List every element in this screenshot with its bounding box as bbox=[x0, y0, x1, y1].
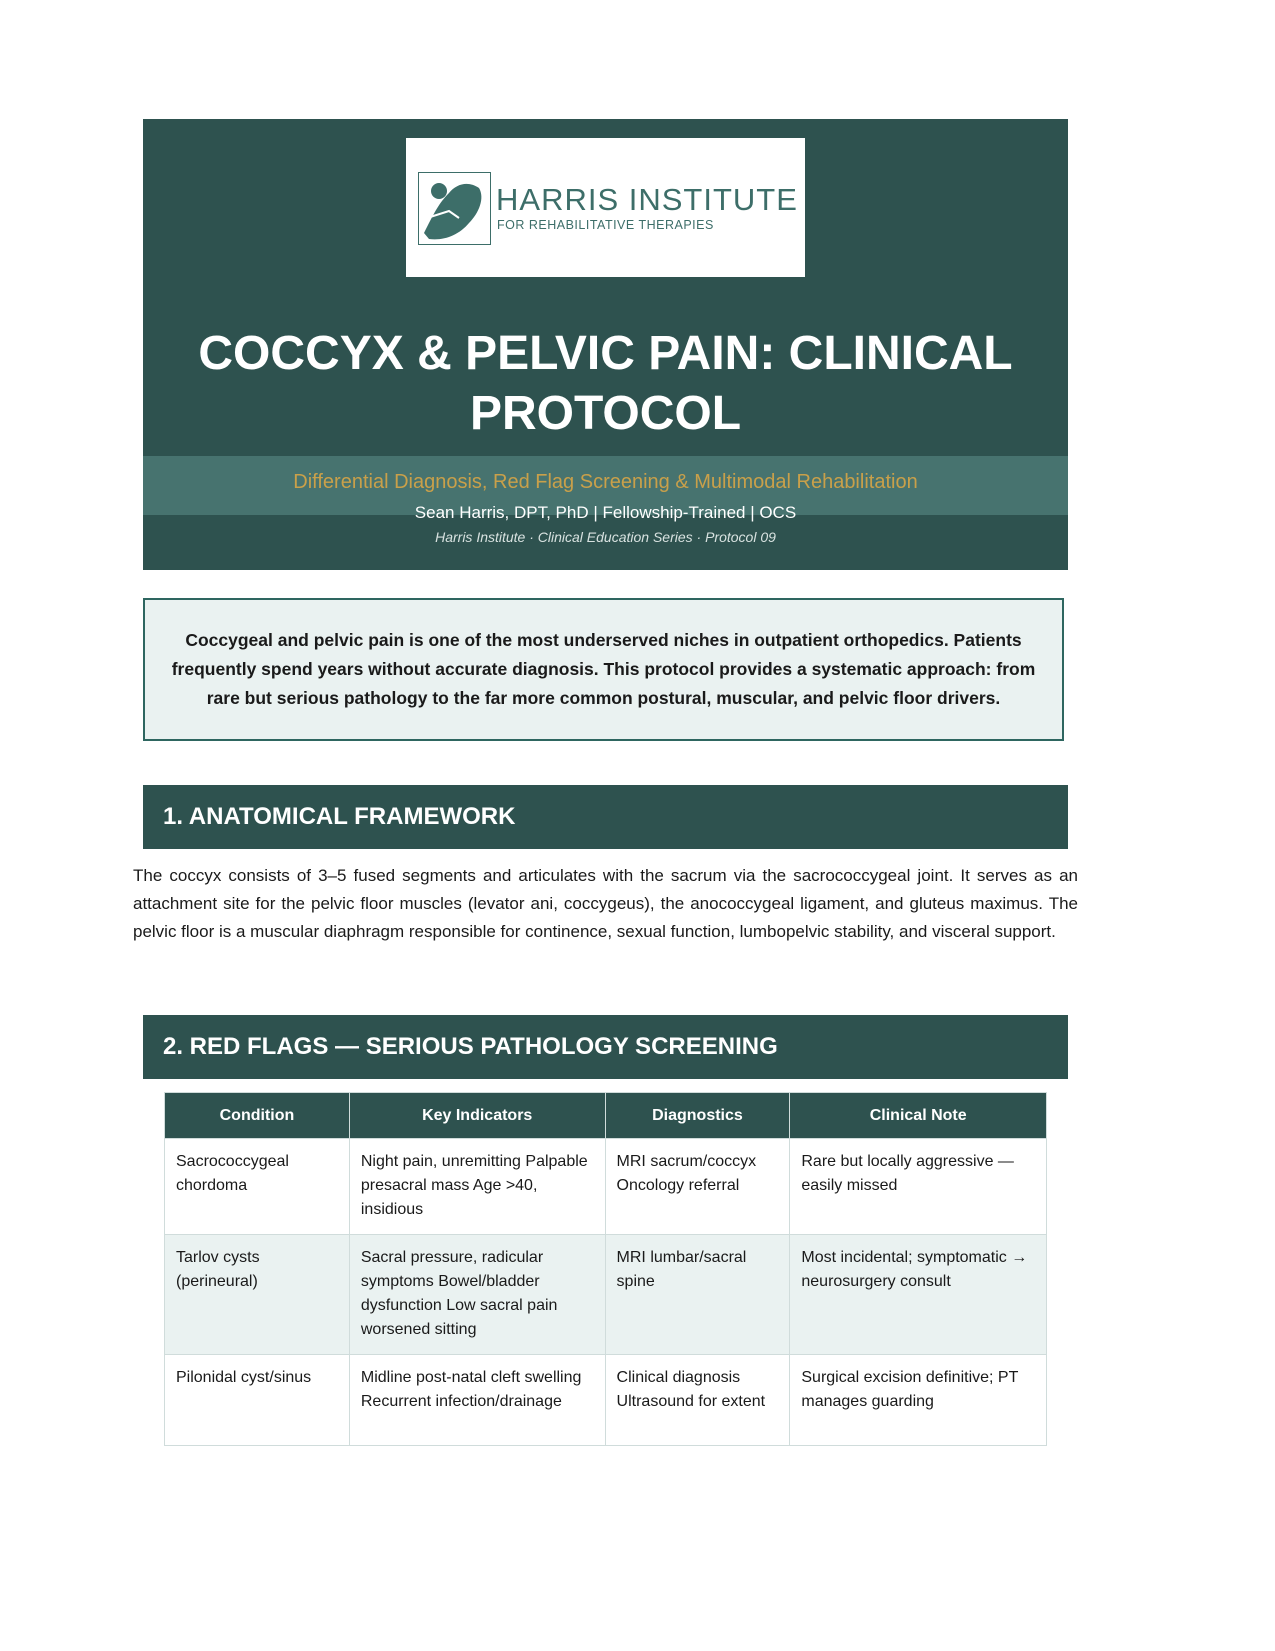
table-cell: Surgical excision definitive; PT manages guarding bbox=[790, 1355, 1047, 1446]
logo-tagline: FOR REHABILITATIVE THERAPIES bbox=[497, 218, 714, 232]
logo-figure-icon bbox=[418, 172, 491, 245]
series-line: Harris Institute · Clinical Education Series · Protocol 09 bbox=[435, 529, 776, 545]
column-header: Condition bbox=[165, 1093, 350, 1139]
table-cell: Pilonidal cyst/sinus bbox=[165, 1355, 350, 1446]
table-header-row bbox=[165, 1093, 1047, 1139]
section-heading-anatomy: 1. ANATOMICAL FRAMEWORK bbox=[143, 785, 1068, 849]
page-title: COCCYX & PELVIC PAIN: CLINICAL PROTOCOL bbox=[198, 327, 1013, 440]
table-cell: Most incidental; symptomatic → neurosurgery consult bbox=[790, 1235, 1047, 1355]
anatomy-paragraph: The coccyx consists of 3–5 fused segments and articulates with the sacrum via the sacrococcygeal joint. It serves as an attachment site for the pelvic floor muscles (levator ani, coccygeus), the anococcygeal ligament, and gluteus maximus. The pelvic floor is a muscular diaphragm responsible for continence, sexual function, lumbopelvic stability, and visceral support. bbox=[133, 866, 1078, 941]
table-cell: Sacrococcygeal chordoma bbox=[165, 1139, 350, 1235]
table-row bbox=[165, 1235, 1047, 1355]
section-heading-red-flags: 2. RED FLAGS — SERIOUS PATHOLOGY SCREENING bbox=[143, 1015, 1068, 1079]
table-cell: Clinical diagnosis Ultrasound for extent bbox=[605, 1355, 790, 1446]
table-cell: Night pain, unremitting Palpable presacral mass Age >40, insidious bbox=[349, 1139, 605, 1235]
table-cell: Sacral pressure, radicular symptoms Bowel/bladder dysfunction Low sacral pain worsened sitting bbox=[349, 1235, 605, 1355]
table-row bbox=[165, 1139, 1047, 1235]
logo-name: HARRIS INSTITUTE bbox=[496, 182, 798, 217]
summary-box: Coccygeal and pelvic pain is one of the most underserved niches in outpatient orthopedics. Patients frequently spend years without accurate diagnosis. This protocol provides a systematic approach: from rare but serious pathology to the far more common postural, muscular, and pelvic floor drivers. bbox=[143, 598, 1064, 741]
table-cell: MRI lumbar/sacral spine bbox=[605, 1235, 790, 1355]
column-header: Key Indicators bbox=[349, 1093, 605, 1139]
column-header: Clinical Note bbox=[790, 1093, 1047, 1139]
table-row bbox=[165, 1355, 1047, 1446]
subtitle: Differential Diagnosis, Red Flag Screening & Multimodal Rehabilitation bbox=[293, 471, 918, 493]
institute-logo bbox=[406, 138, 805, 277]
table-cell: Rare but locally aggressive — easily missed bbox=[790, 1139, 1047, 1235]
table-cell: Midline post-natal cleft swelling Recurrent infection/drainage bbox=[349, 1355, 605, 1446]
column-header: Diagnostics bbox=[605, 1093, 790, 1139]
author-line: Sean Harris, DPT, PhD | Fellowship-Trained | OCS bbox=[414, 503, 797, 522]
red-flags-table bbox=[164, 1092, 1047, 1446]
table-cell: MRI sacrum/coccyx Oncology referral bbox=[605, 1139, 790, 1235]
table-cell: Tarlov cysts (perineural) bbox=[165, 1235, 350, 1355]
header-banner bbox=[143, 119, 1068, 570]
